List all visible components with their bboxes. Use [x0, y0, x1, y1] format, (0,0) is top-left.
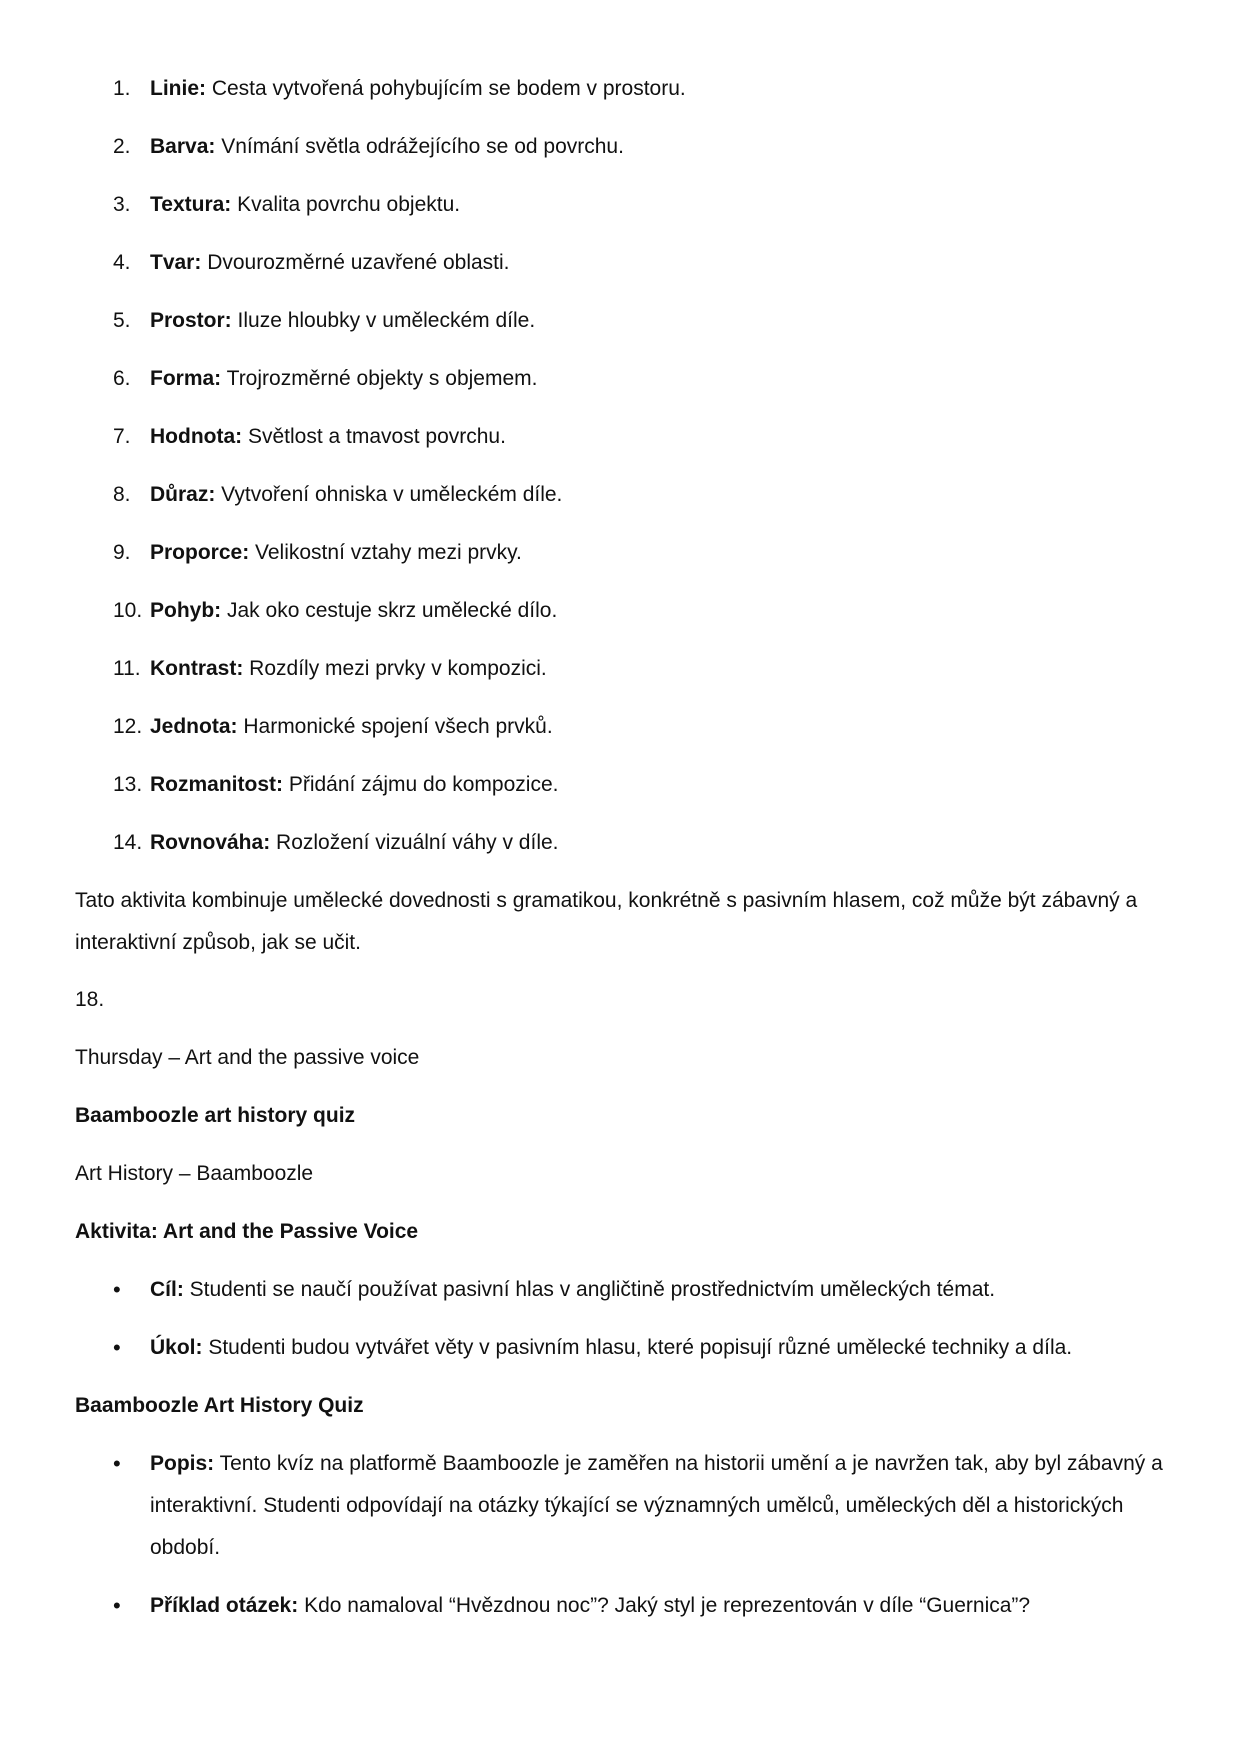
list-text: Trojrozměrné objekty s objemem. [221, 367, 538, 390]
list-text: Světlost a tmavost povrchu. [242, 425, 506, 448]
list-number: 4. [113, 251, 131, 274]
list-text: Přidání zájmu do kompozice. [283, 773, 559, 796]
quiz-heading-2: Baamboozle Art History Quiz [75, 1394, 364, 1417]
bullet-icon: • [113, 1593, 121, 1618]
bullet-icon: • [113, 1335, 121, 1360]
list-text: Jak oko cestuje skrz umělecké dílo. [221, 599, 558, 622]
list-term: Tvar: [150, 251, 202, 274]
bullet-icon: • [113, 1277, 121, 1302]
list-text: Vnímání světla odrážejícího se od povrchu. [215, 135, 624, 158]
bullet-text: Kdo namaloval “Hvězdnou noc”? Jaký styl je reprezentován v díle “Guernica”? [298, 1594, 1031, 1617]
list-text: Dvourozměrné uzavřené oblasti. [201, 251, 510, 274]
list-term: Pohyb: [150, 599, 222, 622]
list-number: 2. [113, 135, 131, 158]
list-term: Forma: [150, 367, 222, 390]
list-number: 10. [113, 599, 143, 622]
list-number: 1. [113, 77, 131, 100]
list-number: 11. [113, 657, 141, 680]
list-number: 8. [113, 483, 131, 506]
list-text: Harmonické spojení všech prvků. [237, 715, 553, 738]
section-number: 18. [75, 988, 105, 1011]
bullet-term: Příklad otázek: [150, 1594, 299, 1617]
list-text: Iluze hloubky v uměleckém díle. [231, 309, 536, 332]
list-text: Rozdíly mezi prvky v kompozici. [243, 657, 547, 680]
list-term: Textura: [150, 193, 232, 216]
list-term: Jednota: [150, 715, 238, 738]
list-text: Vytvoření ohniska v uměleckém díle. [215, 483, 563, 506]
bullet-icon: • [113, 1451, 121, 1476]
quiz-heading: Baamboozle art history quiz [75, 1104, 356, 1127]
list-term: Hodnota: [150, 425, 243, 448]
list-number: 13. [113, 773, 143, 796]
bullet-term: Cíl: [150, 1278, 184, 1301]
list-term: Důraz: [150, 483, 216, 506]
list-text: Rozložení vizuální váhy v díle. [270, 831, 559, 854]
list-number: 3. [113, 193, 131, 216]
bullet-text: Studenti budou vytvářet věty v pasivním hlasu, které popisují různé umělecké techniky a díla. [202, 1336, 1073, 1359]
list-term: Kontrast: [150, 657, 244, 680]
summary-paragraph: Tato aktivita kombinuje umělecké dovednosti s gramatikou, konkrétně s pasivním hlasem, což může být zábavný a interaktivní způsob, jak se učit. [75, 889, 1138, 954]
list-text: Kvalita povrchu objektu. [231, 193, 461, 216]
bullet-term: Úkol: [150, 1336, 203, 1359]
list-number: 9. [113, 541, 131, 564]
bullet-text: Studenti se naučí používat pasivní hlas v angličtině prostřednictvím uměleckých témat. [183, 1278, 996, 1301]
bullet-text: Tento kvíz na platformě Baamboozle je zaměřen na historii umění a je navržen tak, aby byl zábavný a interaktivní. Studenti odpovídají na otázky týkající se významných umělců, uměleckých děl a historických období. [150, 1452, 1163, 1559]
list-term: Barva: [150, 135, 216, 158]
activity-heading: Aktivita: Art and the Passive Voice [75, 1220, 419, 1243]
list-term: Rozmanitost: [150, 773, 283, 796]
list-term: Proporce: [150, 541, 250, 564]
list-term: Linie: [150, 77, 206, 100]
list-text: Cesta vytvořená pohybujícím se bodem v prostoru. [206, 77, 686, 100]
list-number: 12. [113, 715, 143, 738]
list-number: 7. [113, 425, 131, 448]
bullet-term: Popis: [150, 1452, 215, 1475]
list-number: 6. [113, 367, 131, 390]
quiz-link: Art History – Baamboozle [75, 1162, 314, 1185]
list-number: 5. [113, 309, 131, 332]
list-term: Prostor: [150, 309, 232, 332]
list-text: Velikostní vztahy mezi prvky. [249, 541, 522, 564]
day-title: Thursday – Art and the passive voice [75, 1046, 420, 1069]
list-number: 14. [113, 831, 143, 854]
list-term: Rovnováha: [150, 831, 271, 854]
